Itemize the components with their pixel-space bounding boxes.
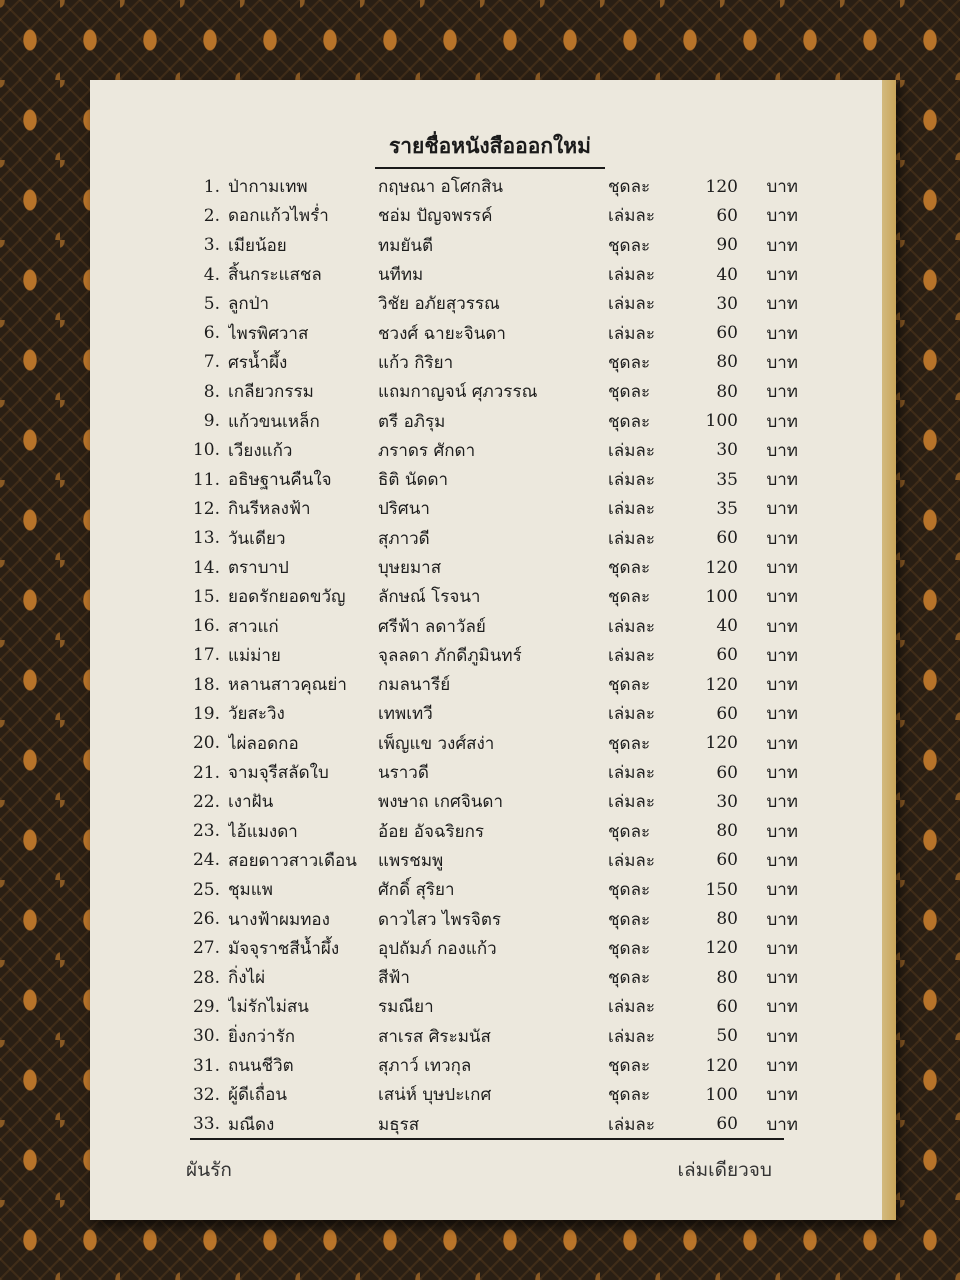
list-item <box>186 465 806 494</box>
price-currency: บาท <box>766 1026 798 1047</box>
book-number: 7. <box>203 352 220 373</box>
book-number: 31. <box>192 1055 220 1076</box>
price-currency: บาท <box>766 206 798 227</box>
book-title: กินรีหลงฟ้า <box>228 499 311 520</box>
price-currency: บาท <box>766 294 798 315</box>
book-number: 3. <box>203 235 220 256</box>
book-price: 30 <box>716 293 738 314</box>
list-item <box>186 172 806 201</box>
book-title: มัจจุราชสีน้ำผึ้ง <box>228 938 340 959</box>
book-title: หลานสาวคุณย่า <box>228 675 347 696</box>
price-currency: บาท <box>766 909 798 930</box>
book-price: 150 <box>705 879 738 900</box>
price-unit: เล่มละ <box>608 206 655 227</box>
book-price: 50 <box>716 1026 738 1047</box>
book-number: 17. <box>192 645 220 666</box>
book-title: แก้วขนเหล็ก <box>228 411 320 432</box>
book-author: อุปถัมภ์ กองแก้ว <box>378 938 497 959</box>
price-currency: บาท <box>766 323 798 344</box>
book-author: พงษาถ เกศจินดา <box>378 792 504 813</box>
book-title: เวียงแก้ว <box>228 440 293 461</box>
book-number: 14. <box>192 557 220 578</box>
list-item <box>186 699 806 728</box>
price-unit: ชุดละ <box>608 675 651 696</box>
price-currency: บาท <box>766 763 798 784</box>
price-currency: บาท <box>766 587 798 608</box>
book-author: สาเรส ศิระมนัส <box>378 1026 491 1047</box>
book-author: นทีทม <box>378 265 424 286</box>
book-number: 28. <box>192 967 220 988</box>
book-author: วิชัย อภัยสุวรรณ <box>378 294 500 315</box>
price-unit: เล่มละ <box>608 850 655 871</box>
price-unit: เล่มละ <box>608 294 655 315</box>
book-title: ไผ่ลอดกอ <box>228 733 299 754</box>
list-item <box>186 1022 806 1051</box>
price-unit: เล่มละ <box>608 997 655 1018</box>
price-unit: ชุดละ <box>608 411 651 432</box>
price-currency: บาท <box>766 411 798 432</box>
price-unit: ชุดละ <box>608 733 651 754</box>
book-price: 35 <box>716 469 738 490</box>
book-price: 60 <box>716 528 738 549</box>
book-author: นราวดี <box>378 763 429 784</box>
price-unit: เล่มละ <box>608 1026 655 1047</box>
book-author: ชวงศ์ ฉายะจินดา <box>378 323 506 344</box>
book-author: แพรชมพู <box>378 850 444 871</box>
book-title: ป่ากามเทพ <box>228 177 308 198</box>
book-title: มณีดง <box>228 1114 275 1135</box>
list-item <box>186 494 806 523</box>
book-price: 120 <box>705 176 738 197</box>
price-currency: บาท <box>766 938 798 959</box>
book-price: 120 <box>705 733 738 754</box>
book-price: 90 <box>716 235 738 256</box>
book-author: สุภาว์ เทวกุล <box>378 1056 472 1077</box>
list-item <box>186 377 806 406</box>
list-item <box>186 524 806 553</box>
list-item <box>186 817 806 846</box>
price-currency: บาท <box>766 821 798 842</box>
list-item <box>186 992 806 1021</box>
book-price: 60 <box>716 205 738 226</box>
book-price: 40 <box>716 616 738 637</box>
book-author: จุลลดา ภักดีภูมินทร์ <box>378 645 522 666</box>
list-item <box>186 1110 806 1139</box>
book-number: 22. <box>192 791 220 812</box>
price-currency: บาท <box>766 352 798 373</box>
book-number: 11. <box>192 469 220 490</box>
book-title: ยิ่งกว่ารัก <box>228 1026 296 1047</box>
book-title: สอยดาวสาวเดือน <box>228 850 357 871</box>
book-author: เทพเทวี <box>378 704 433 725</box>
list-item <box>186 729 806 758</box>
book-title: เกลียวกรรม <box>228 382 314 403</box>
price-unit: ชุดละ <box>608 352 651 373</box>
price-currency: บาท <box>766 235 798 256</box>
book-number: 21. <box>192 762 220 783</box>
book-number: 23. <box>192 821 220 842</box>
book-title: แม่ม่าย <box>228 645 281 666</box>
book-author: สีฟ้า <box>378 968 410 989</box>
price-unit: ชุดละ <box>608 587 651 608</box>
price-currency: บาท <box>766 997 798 1018</box>
list-item <box>186 670 806 699</box>
book-author: บุษยมาส <box>378 558 442 578</box>
book-number: 20. <box>192 733 220 754</box>
price-unit: เล่มละ <box>608 528 655 549</box>
book-number: 9. <box>203 411 220 432</box>
cover-page <box>90 80 882 1220</box>
book-price: 30 <box>716 791 738 812</box>
book-author: ศักดิ์ สุริยา <box>378 880 455 901</box>
book-author: สุภาวดี <box>378 528 430 549</box>
price-currency: บาท <box>766 265 798 286</box>
book-price: 120 <box>705 938 738 959</box>
book-price: 40 <box>716 264 738 285</box>
book-title: วันเดียว <box>228 528 286 549</box>
price-unit: ชุดละ <box>608 821 651 842</box>
price-unit: ชุดละ <box>608 968 651 989</box>
book-price: 80 <box>716 909 738 930</box>
book-price: 60 <box>716 996 738 1017</box>
price-currency: บาท <box>766 1114 798 1135</box>
book-author: แถมกาญจน์ ศุภวรรณ <box>378 382 538 403</box>
book-title: ดอกแก้วไพร่ำ <box>228 206 329 227</box>
book-number: 15. <box>192 586 220 607</box>
book-author: กฤษณา อโศกสิน <box>378 177 503 198</box>
book-title: ถนนชีวิต <box>228 1056 294 1077</box>
book-price: 120 <box>705 674 738 695</box>
book-number: 27. <box>192 938 220 959</box>
book-title: เมียน้อย <box>228 235 287 256</box>
price-unit: ชุดละ <box>608 938 651 959</box>
book-author: ชอ่ม ปัญจพรรค์ <box>378 206 493 227</box>
price-unit: เล่มละ <box>608 763 655 784</box>
book-title: วัยสะวิง <box>228 704 285 725</box>
book-number: 19. <box>192 703 220 724</box>
book-title: กิ่งไผ่ <box>228 968 266 989</box>
book-price: 60 <box>716 1114 738 1135</box>
list-item <box>186 289 806 318</box>
book-back-cover <box>90 80 896 1220</box>
price-currency: บาท <box>766 177 798 198</box>
book-title: นางฟ้าผมทอง <box>228 909 330 930</box>
book-price: 100 <box>705 411 738 432</box>
list-item <box>186 846 806 875</box>
book-title: สาวแก่ <box>228 616 279 637</box>
book-author: กมลนารีย์ <box>378 675 451 696</box>
price-currency: บาท <box>766 1085 798 1106</box>
book-author: ปริศนา <box>378 499 430 520</box>
price-unit: เล่มละ <box>608 616 655 637</box>
price-unit: ชุดละ <box>608 382 651 403</box>
book-price: 60 <box>716 762 738 783</box>
price-currency: บาท <box>766 850 798 871</box>
price-currency: บาท <box>766 558 798 578</box>
book-title: ยอดรักยอดขวัญ <box>228 587 346 608</box>
list-item <box>186 348 806 377</box>
book-author: รมณียา <box>378 997 434 1018</box>
book-number: 24. <box>192 850 220 871</box>
price-currency: บาท <box>766 440 798 461</box>
book-number: 1. <box>203 176 220 197</box>
price-currency: บาท <box>766 470 798 491</box>
book-number: 12. <box>192 498 220 519</box>
book-price: 60 <box>716 703 738 724</box>
book-author: ทมยันตี <box>378 235 434 256</box>
book-number: 4. <box>203 264 220 285</box>
book-price: 120 <box>705 1055 738 1076</box>
price-unit: ชุดละ <box>608 235 651 256</box>
book-price: 100 <box>705 1084 738 1105</box>
book-price: 80 <box>716 352 738 373</box>
list-item <box>186 553 806 582</box>
book-author: แก้ว กิริยา <box>378 352 454 373</box>
book-price: 30 <box>716 440 738 461</box>
price-currency: บาท <box>766 792 798 813</box>
list-item <box>186 318 806 347</box>
footer-title: ผันรัก <box>186 1159 232 1181</box>
price-currency: บาท <box>766 499 798 520</box>
book-number: 8. <box>203 381 220 402</box>
book-title: ไอ้แมงดา <box>228 821 298 842</box>
book-number: 33. <box>192 1114 220 1135</box>
footer-note: เล่มเดียวจบ <box>677 1159 772 1181</box>
book-number: 30. <box>192 1026 220 1047</box>
book-author: ศรีฟ้า ลดาวัลย์ <box>378 616 486 637</box>
price-unit: เล่มละ <box>608 704 655 725</box>
book-number: 18. <box>192 674 220 695</box>
book-number: 25. <box>192 879 220 900</box>
book-price: 100 <box>705 586 738 607</box>
book-author: ตรี อภิรุม <box>378 411 446 432</box>
list-item <box>186 875 806 904</box>
list-item <box>186 201 806 230</box>
price-currency: บาท <box>766 733 798 754</box>
book-author: อ้อย อัจฉริยกร <box>378 821 485 842</box>
price-unit: ชุดละ <box>608 177 651 198</box>
book-number: 29. <box>192 996 220 1017</box>
book-price: 60 <box>716 645 738 666</box>
list-item <box>186 260 806 289</box>
list-item <box>186 231 806 260</box>
book-number: 10. <box>192 440 220 461</box>
list-item <box>186 787 806 816</box>
book-price: 120 <box>705 557 738 578</box>
book-title: อธิษฐานคืนใจ <box>228 470 332 491</box>
price-unit: เล่มละ <box>608 499 655 520</box>
list-item <box>186 1080 806 1109</box>
book-title: ไม่รักไม่สน <box>228 997 309 1018</box>
book-title: เงาฝัน <box>228 792 274 813</box>
list-item <box>186 963 806 992</box>
price-unit: ชุดละ <box>608 880 651 901</box>
price-currency: บาท <box>766 675 798 696</box>
book-title: สิ้นกระแสชล <box>228 265 322 286</box>
price-currency: บาท <box>766 1056 798 1077</box>
price-currency: บาท <box>766 528 798 549</box>
book-price: 60 <box>716 323 738 344</box>
book-author: ดาวไสว ไพรจิตร <box>378 909 502 930</box>
book-number: 26. <box>192 909 220 930</box>
book-author: ภราดร ศักดา <box>378 440 476 461</box>
price-unit: เล่มละ <box>608 470 655 491</box>
book-number: 13. <box>192 528 220 549</box>
list-item <box>186 758 806 787</box>
book-author: มธุรส <box>378 1114 420 1135</box>
price-unit: เล่มละ <box>608 265 655 286</box>
book-number: 16. <box>192 616 220 637</box>
list-item <box>186 641 806 670</box>
list-item <box>186 406 806 435</box>
book-author: ธิติ นัดดา <box>378 470 449 491</box>
book-title: ชุมแพ <box>228 880 273 901</box>
price-currency: บาท <box>766 645 798 666</box>
book-list <box>186 172 806 1139</box>
book-title: ลูกป่า <box>228 294 270 315</box>
book-number: 32. <box>192 1084 220 1105</box>
list-item <box>186 582 806 611</box>
book-author: เสน่ห์ บุษปะเกศ <box>378 1085 492 1106</box>
price-currency: บาท <box>766 968 798 989</box>
book-price: 35 <box>716 498 738 519</box>
book-title: ศรน้ำผึ้ง <box>228 352 288 373</box>
list-item <box>186 1051 806 1080</box>
divider-line <box>190 1138 784 1140</box>
book-price: 60 <box>716 850 738 871</box>
price-unit: เล่มละ <box>608 792 655 813</box>
list-item <box>186 904 806 933</box>
book-title: จามจุรีสลัดใบ <box>228 763 329 784</box>
book-price: 80 <box>716 821 738 842</box>
list-item <box>186 611 806 640</box>
price-currency: บาท <box>766 382 798 403</box>
book-title: ไพรพิศวาส <box>228 323 309 344</box>
list-item <box>186 934 806 963</box>
price-unit: ชุดละ <box>608 558 651 578</box>
book-number: 6. <box>203 323 220 344</box>
price-unit: ชุดละ <box>608 1056 651 1077</box>
book-title: ผู้ดีเถื่อน <box>228 1085 287 1106</box>
price-unit: ชุดละ <box>608 909 651 930</box>
list-heading: รายชื่อหนังสือออกใหม่ <box>375 130 605 169</box>
price-unit: ชุดละ <box>608 1085 651 1106</box>
book-title: ตราบาป <box>228 558 289 578</box>
book-price: 80 <box>716 967 738 988</box>
price-unit: เล่มละ <box>608 323 655 344</box>
book-number: 2. <box>203 205 220 226</box>
book-author: ลักษณ์ โรจนา <box>378 587 481 608</box>
price-currency: บาท <box>766 704 798 725</box>
price-unit: เล่มละ <box>608 440 655 461</box>
price-unit: เล่มละ <box>608 1114 655 1135</box>
list-item <box>186 436 806 465</box>
book-price: 80 <box>716 381 738 402</box>
price-unit: เล่มละ <box>608 645 655 666</box>
book-author: เพ็ญแข วงศ์สง่า <box>378 733 495 754</box>
price-currency: บาท <box>766 616 798 637</box>
price-currency: บาท <box>766 880 798 901</box>
book-number: 5. <box>203 293 220 314</box>
